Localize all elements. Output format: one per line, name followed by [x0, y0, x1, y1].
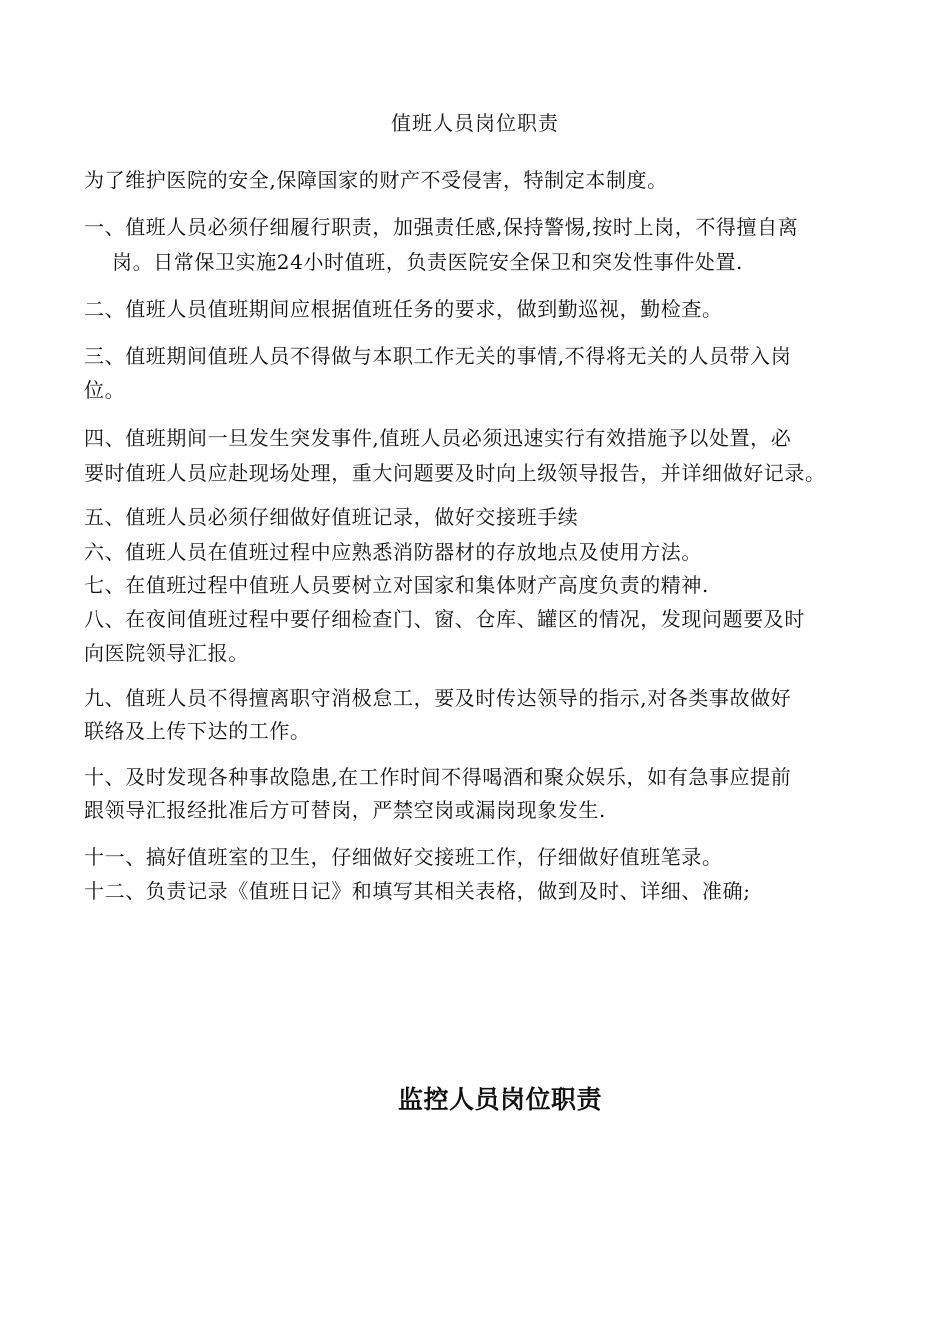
next-section-title: 监控人员岗位职责 — [397, 1085, 602, 1114]
clause-1-line-2: 岗。日常保卫实施24小时值班，负责医院安全保卫和突发性事件处置. — [112, 250, 744, 274]
clause-1-line-1: 一、值班人员必须仔细履行职责，加强责任感,保持警惕,按时上岗，不得擅自离 — [84, 215, 799, 239]
clause-5: 五、值班人员必须仔细做好值班记录，做好交接班手续 — [84, 505, 579, 529]
clause-7: 七、在值班过程中值班人员要树立对国家和集体财产高度负责的精神. — [84, 573, 709, 597]
clause-8-line-1: 八、在夜间值班过程中要仔细检查门、窗、仓库、罐区的情况，发现问题要及时 — [84, 607, 805, 631]
clause-4-line-2: 要时值班人员应赴现场处理，重大问题要及时向上级领导报告，并详细做好记录。 — [84, 461, 826, 485]
clause-4-line-1: 四、值班期间一旦发生突发事件,值班人员必须迅速实行有效措施予以处置，必 — [84, 426, 792, 450]
clause-11: 十一、搞好值班室的卫生，仔细做好交接班工作，仔细做好值班笔录。 — [84, 845, 723, 869]
clause-8-line-2: 向医院领导汇报。 — [84, 641, 249, 665]
intro-text: 为了维护医院的安全,保障国家的财产不受侵害，特制定本制度。 — [84, 168, 668, 192]
clause-9-line-2: 联络及上传下达的工作。 — [84, 719, 311, 743]
clause-10-line-1: 十、及时发现各种事故隐患,在工作时间不得喝酒和聚众娱乐，如有急事应提前 — [84, 765, 792, 789]
clause-3-line-1: 三、值班期间值班人员不得做与本职工作无关的事情,不得将无关的人员带入岗 — [84, 344, 792, 368]
clause-10-line-2: 跟领导汇报经批准后方可替岗，严禁空岗或漏岗现象发生. — [84, 798, 606, 822]
page-title: 值班人员岗位职责 — [391, 111, 559, 135]
clause-12: 十二、负责记录《值班日记》和填写其相关表格，做到及时、详细、准确; — [84, 879, 751, 903]
clause-6: 六、值班人员在值班过程中应熟悉消防器材的存放地点及使用方法。 — [84, 540, 702, 564]
clause-3-line-2: 位。 — [84, 378, 126, 402]
clause-9-line-1: 九、值班人员不得擅离职守消极怠工，要及时传达领导的指示,对各类事故做好 — [84, 686, 792, 710]
clause-2: 二、值班人员值班期间应根据值班任务的要求，做到勤巡视，勤检查。 — [84, 297, 723, 321]
